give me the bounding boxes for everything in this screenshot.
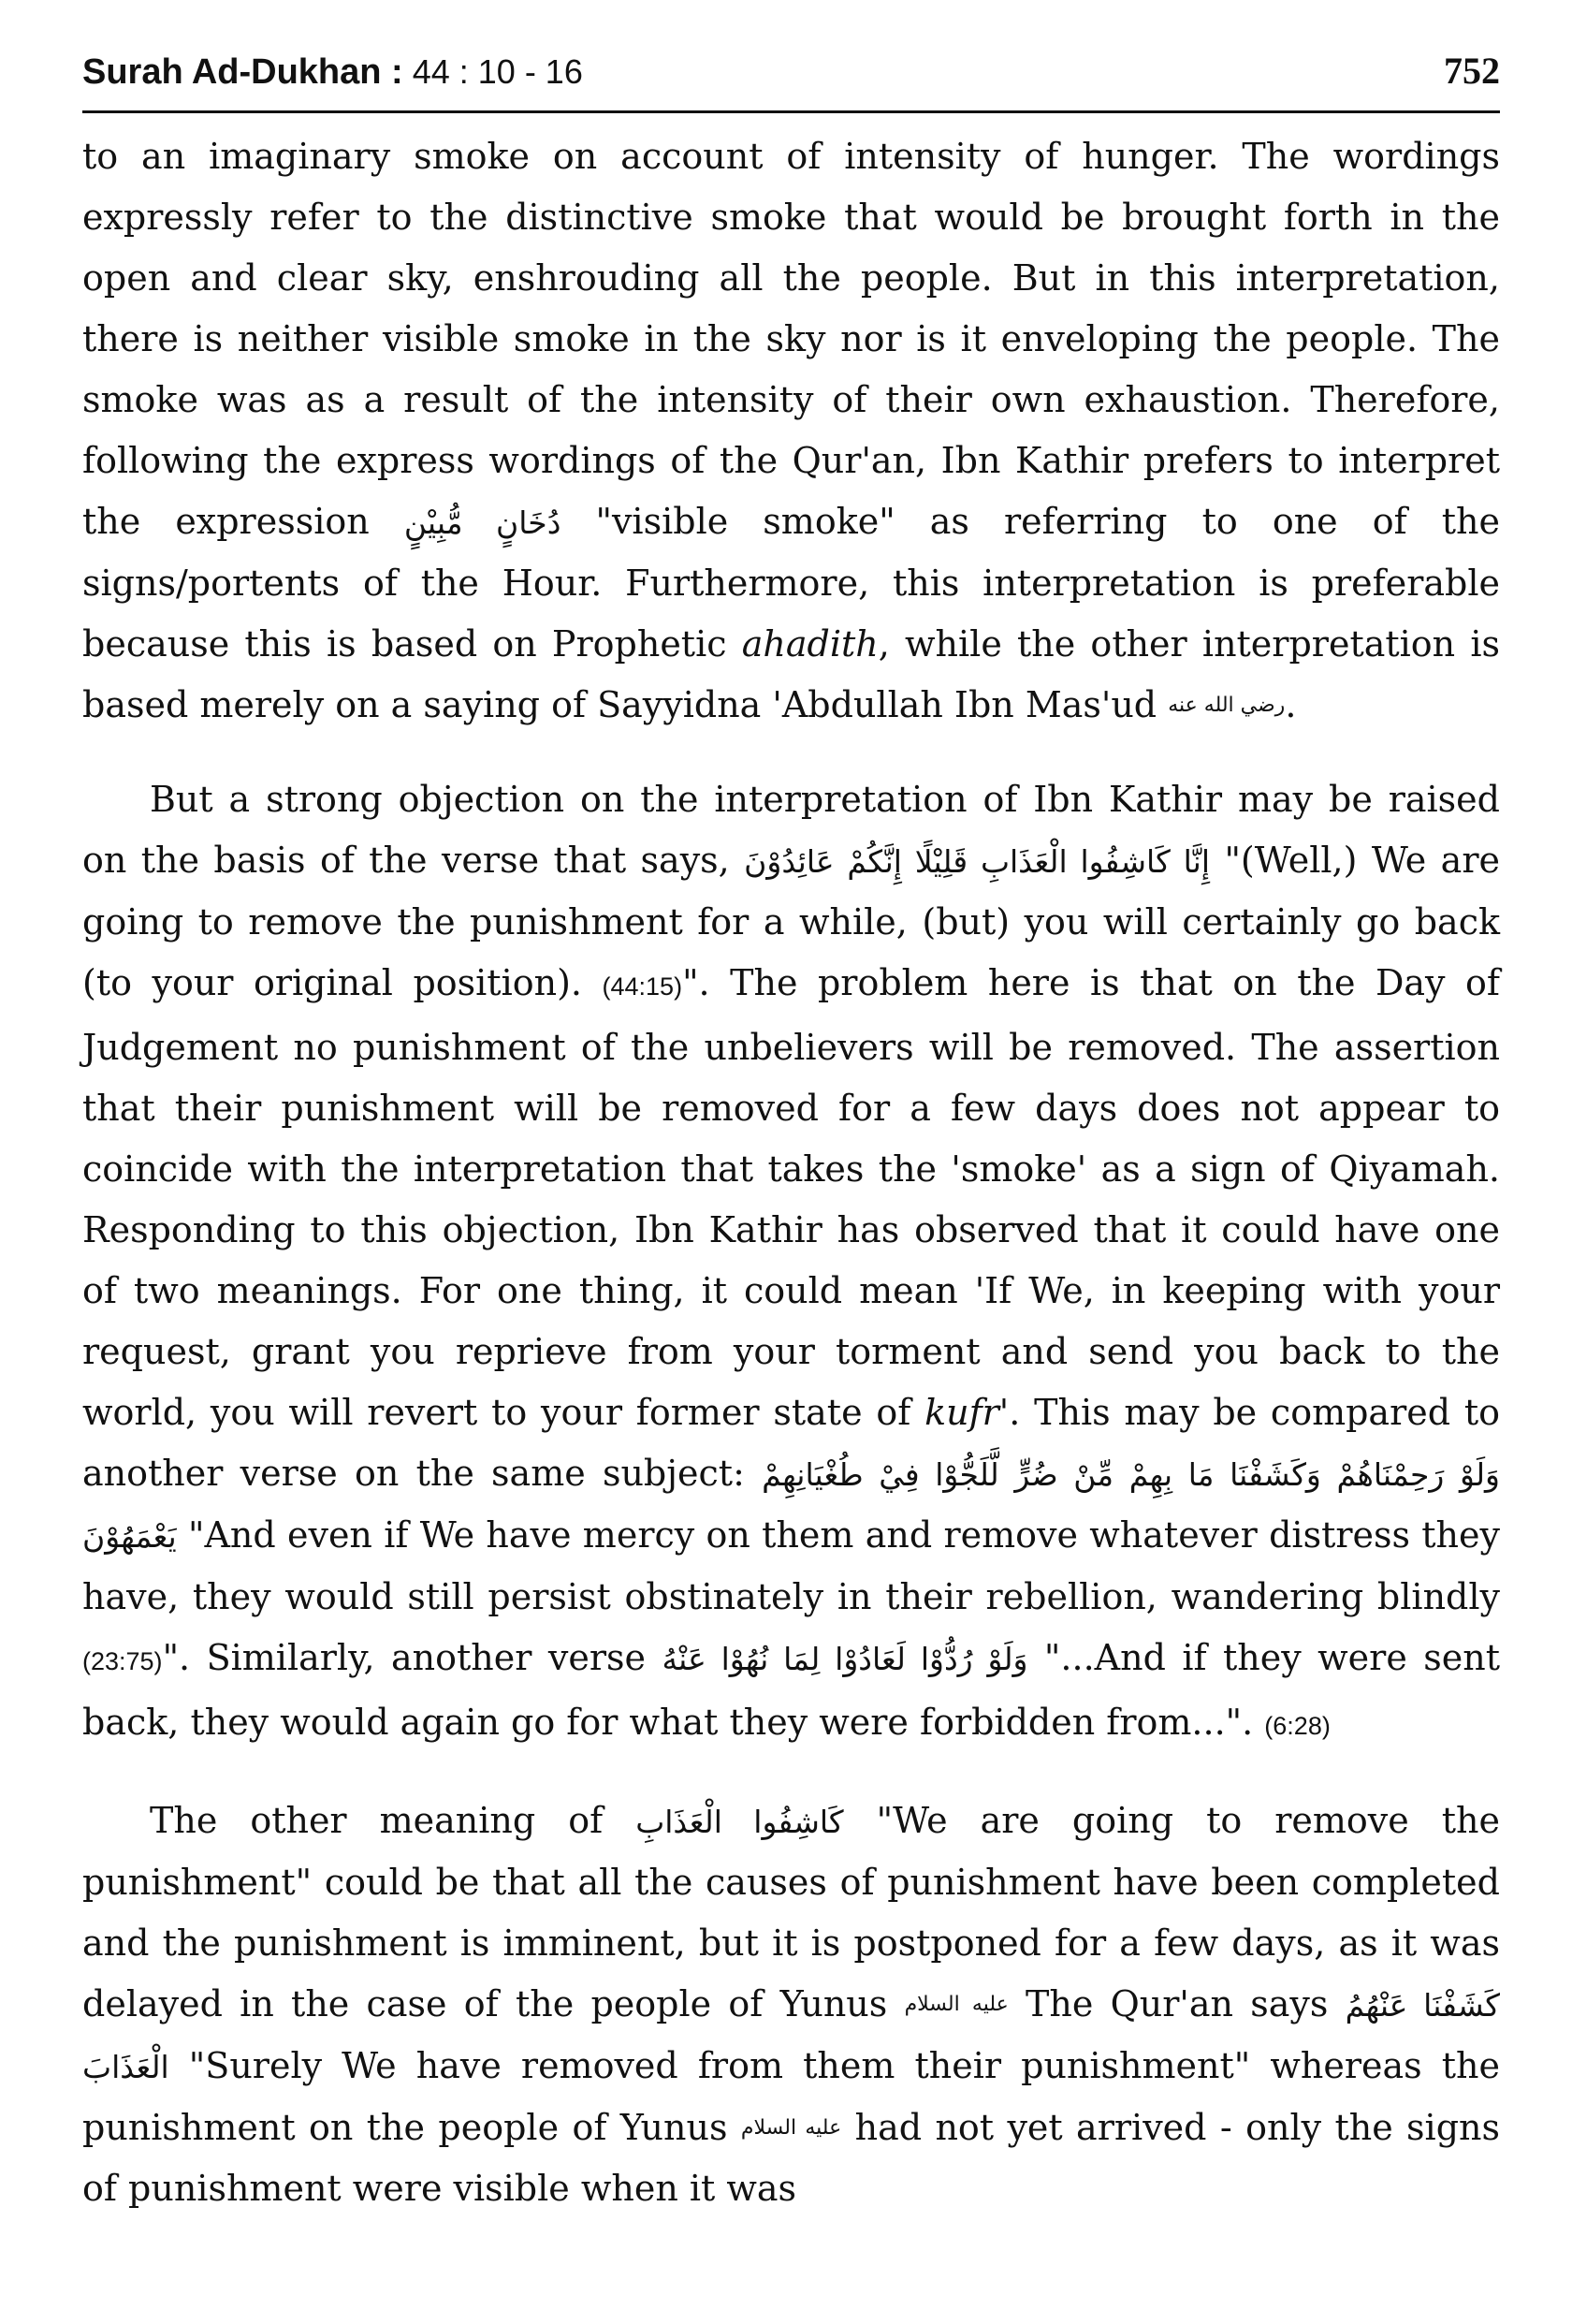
verse-reference: (44:15) — [602, 972, 683, 1001]
text-run: But a strong objection on the interpretation of Ibn Kathir may be raised on the basis of the verse that says, — [82, 779, 1500, 881]
text-run: "visible smoke" as referring to one of the signs/portents of the Hour. Furthermore, this interpretation is preferable because this is based on Prophetic — [82, 501, 1500, 665]
arabic-phrase: دُخَانٍ مُّبِيْنٍ — [403, 504, 561, 541]
running-header — [82, 49, 1500, 105]
arabic-verse: إِنَّا كَاشِفُوا الْعَذَابِ قَلِيْلًا إِنَّكُمْ عَائِدُوْنَ — [744, 843, 1211, 880]
text-run: "(Well,) We are going to remove the punishment for a while, (but) you will certainly go back (to your original position). — [82, 840, 1500, 1003]
text-run: "We are going to remove the punishment" could be that all the causes of punishment have been completed and the punishment is imminent, but it is postponed for a few days, as it was delayed in the case of the people of Yunus — [82, 1800, 1501, 2024]
italic-term: ahadith — [741, 623, 879, 665]
header-rule — [82, 110, 1500, 113]
italic-term: kufr' — [924, 1392, 1010, 1433]
text-run: had not yet arrived - only the signs of punishment were visible when it was — [82, 2107, 1501, 2209]
paragraph-3 — [82, 1791, 1500, 2219]
book-page — [82, 49, 1500, 2219]
verse-range: 44 : 10 - 16 — [402, 52, 583, 91]
arabic-verse: وَلَوْ رُدُّوْا لَعَادُوْا لِمَا نُهُوْا عَنْهُ — [662, 1641, 1028, 1677]
paragraph-1 — [82, 126, 1500, 736]
text-run: . This may be compared to another verse on the same subject: — [82, 1392, 1500, 1494]
arabic-verse: وَلَوْ رَحِمْنَاهُمْ وَكَشَفْنَا مَا بِهِمْ مِّنْ ضُرٍّ لَّلَجُّوْا فِيْ طُغْيَانِهِمْ يَعْمَهُوْنَ — [82, 1456, 1500, 1555]
text-run: The Qur'an says — [1008, 1983, 1346, 2024]
text-run: "...And if they were sent back, they would again go for what they were forbidden from...". — [82, 1637, 1501, 1743]
verse-reference: (23:75) — [82, 1647, 163, 1675]
text-run: "Surely We have removed from them their punishment" whereas the punishment on the people of Yunus — [82, 2045, 1500, 2148]
paragraph-2 — [82, 769, 1500, 1757]
page-number: 752 — [1444, 50, 1500, 92]
honorific-glyph: عليه السلام — [740, 2116, 842, 2140]
verse-reference: (6:28) — [1264, 1712, 1331, 1740]
honorific-glyph: رضي الله عنه — [1168, 694, 1286, 717]
text-run: , while the other interpretation is based merely on a saying of Sayyidna 'Abdullah Ibn Mas'ud — [82, 623, 1500, 725]
text-run: ". Similarly, another verse — [162, 1637, 662, 1678]
text-run: to an imaginary smoke on account of intensity of hunger. The wordings expressly refer to the distinctive smoke that would be brought forth in the open and clear sky, enshrouding all the people. But in this interpretation, there is neither visible smoke in the sky nor is it enveloping the people. The smoke was as a result of the intensity of their own exhaustion. Therefore, following the express wordings of the Qur'an, Ibn Kathir prefers to interpret the expression — [82, 136, 1500, 542]
text-run: "And even if We have mercy on them and remove whatever distress they have, they would still persist obstinately in their rebellion, wandering blindly — [82, 1514, 1500, 1617]
body-text — [82, 126, 1500, 2219]
surah-title — [82, 52, 583, 93]
text-run: . — [1285, 684, 1297, 725]
arabic-phrase: كَشَفْنَا عَنْهُمُ الْعَذَابَ — [82, 1987, 1500, 2085]
text-run: ". The problem here is that on the Day of Judgement no punishment of the unbelievers will be removed. The assertion that their punishment will be removed for a few days does not appear to coincide with the interpretation that takes the 'smoke' as a sign of Qiyamah. Responding to this objection, Ibn Kathir has observed that it could have one of two meanings. For one thing, it could mean 'If We, in keeping with your request, grant you reprieve from your torment and send you back to the world, you will revert to your former state of — [82, 962, 1500, 1433]
surah-name: Surah Ad-Dukhan : — [82, 52, 403, 92]
text-run: The other meaning of — [150, 1800, 636, 1841]
honorific-glyph: عليه السلام — [904, 1993, 1009, 2016]
arabic-phrase: كَاشِفُوا الْعَذَابِ — [635, 1804, 844, 1840]
